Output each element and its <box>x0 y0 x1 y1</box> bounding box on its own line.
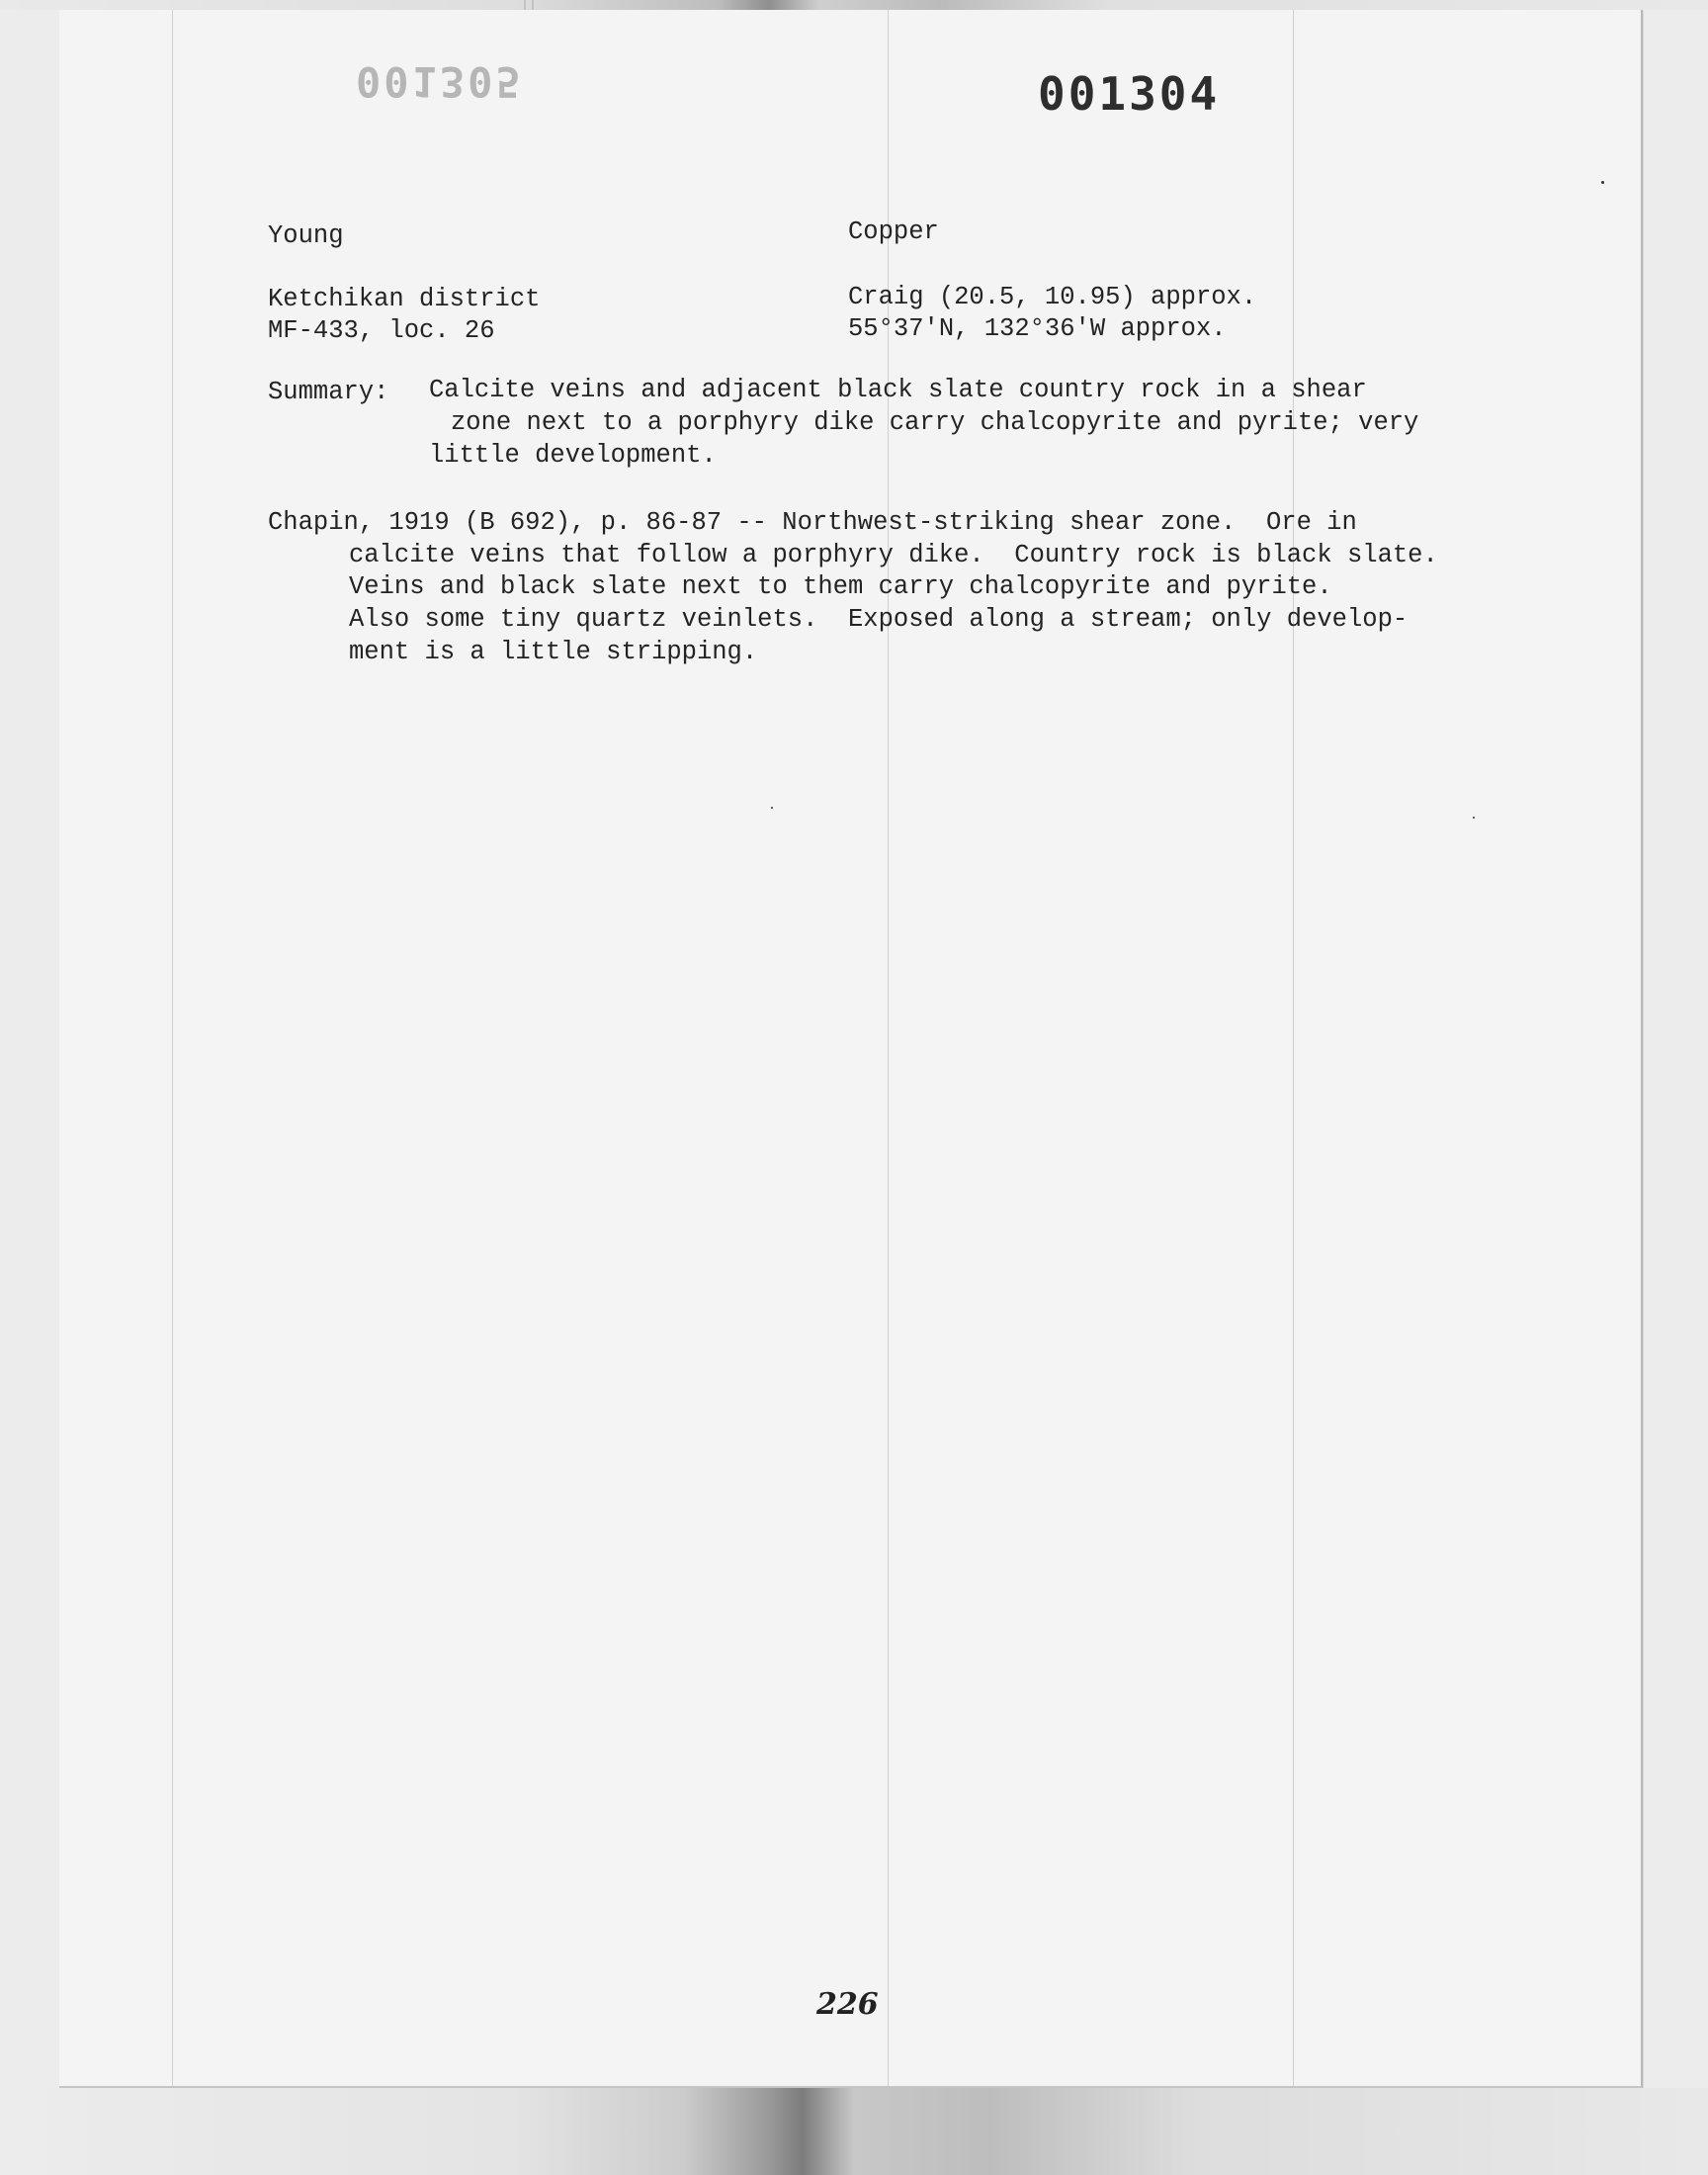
reference-line: calcite veins that follow a porphyry dike. Country rock is black slate. <box>349 541 1438 569</box>
scanner-strip-top <box>0 0 1708 10</box>
coordinates: 55°37'N, 132°36'W approx. <box>848 314 1227 343</box>
page-number: 226 <box>816 1987 879 2022</box>
scan-speck <box>1473 817 1475 819</box>
fold-line <box>1293 10 1294 2086</box>
district: Ketchikan district <box>268 285 541 313</box>
scan-speck <box>1601 181 1604 184</box>
scanner-strip-bottom <box>0 2088 1708 2175</box>
summary-line: zone next to a porphyry dike carry chalcopyrite and pyrite; very <box>451 408 1419 437</box>
scan-speck <box>771 807 773 809</box>
summary-line: little development. <box>429 441 717 470</box>
ghost-stamp-number: 001305 <box>356 57 524 106</box>
deposit-name: Young <box>268 221 344 250</box>
stamp-number: 001304 <box>1038 67 1221 121</box>
summary-label: Summary: <box>268 378 389 406</box>
map-reference: MF-433, loc. 26 <box>268 316 495 345</box>
commodity: Copper <box>848 218 939 246</box>
quadrangle-location: Craig (20.5, 10.95) approx. <box>848 283 1257 311</box>
document-page <box>59 10 1643 2088</box>
reference-line: Veins and black slate next to them carry chalcopyrite and pyrite. <box>349 572 1332 601</box>
reference-line: Also some tiny quartz veinlets. Exposed along a stream; only develop- <box>349 605 1409 634</box>
reference-line: ment is a little stripping. <box>349 638 758 666</box>
summary-line: Calcite veins and adjacent black slate country rock in a shear <box>429 376 1367 404</box>
reference-line: Chapin, 1919 (B 692), p. 86-87 -- Northwest-striking shear zone. Ore in <box>268 508 1357 537</box>
fold-line <box>172 10 173 2086</box>
